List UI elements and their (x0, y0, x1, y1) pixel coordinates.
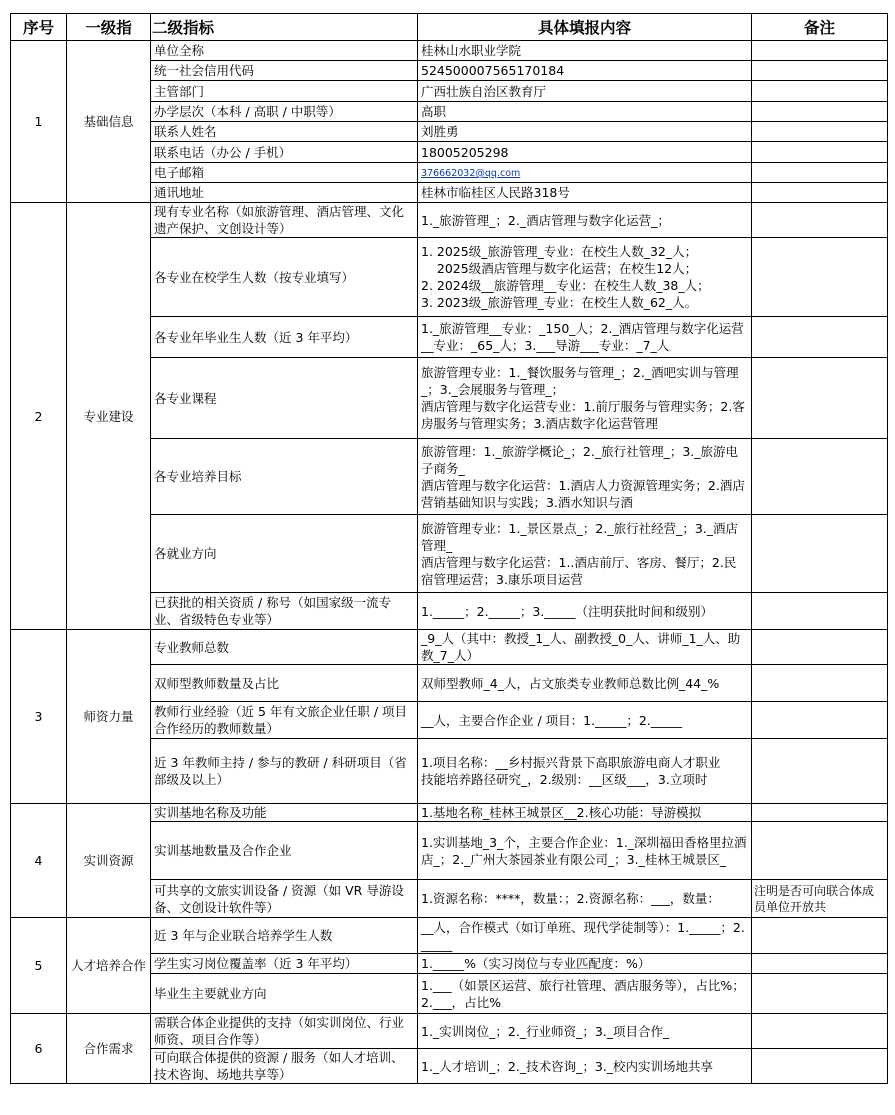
section-name: 合作需求 (67, 1014, 151, 1084)
content-cell: __人，合作模式（如订单班、现代学徒制等）：1._____；2._____ (418, 918, 752, 954)
content-cell: 1.___（如景区运营、旅行社管理、酒店服务等），占比%；2.___，占比% (418, 974, 752, 1014)
indicator-label: 已获批的相关资质 / 称号（如国家级一流专业、省级特色专业等） (151, 593, 418, 630)
indicator-label: 联系电话（办公 / 手机） (151, 142, 418, 163)
indicator-label: 办学层次（本科 / 高职 / 中职等） (151, 102, 418, 122)
indicator-label: 现有专业名称（如旅游管理、酒店管理、文化遗产保护、文创设计等） (151, 203, 418, 238)
indicator-label: 实训基地数量及合作企业 (151, 822, 418, 880)
content-cell: 1._____；2._____；3._____（注明获批时间和级别） (418, 593, 752, 630)
content-cell: 18005205298 (418, 142, 752, 163)
section-number: 6 (11, 1014, 67, 1084)
indicator-label: 学生实习岗位覆盖率（近 3 年平均） (151, 954, 418, 974)
content-cell: 1.资源名称：****，数量：；2.资源名称：___，数量： (418, 880, 752, 918)
note-cell: 注明是否可向联合体成员单位开放共 (752, 880, 888, 918)
note-cell (752, 822, 888, 880)
indicator-label: 主管部门 (151, 81, 418, 102)
indicator-label: 各专业年毕业生人数（近 3 年平均） (151, 317, 418, 358)
note-cell (752, 1014, 888, 1049)
indicator-label: 可共享的文旅实训设备 / 资源（如 VR 导游设备、文创设计软件等） (151, 880, 418, 918)
content-cell: __人，主要合作企业 / 项目：1._____；2._____ (418, 702, 752, 739)
header-index: 序号 (11, 14, 67, 41)
note-cell (752, 142, 888, 163)
note-cell (752, 238, 888, 317)
section-number: 2 (11, 203, 67, 630)
content-cell: 旅游管理：1._旅游学概论_；2._旅行社管理_；3._旅游电子商务_ 酒店管理与数字化运营：1.酒店人力资源管理实务；2.酒店营销基础知识与实践；3.酒水知识与酒 (418, 439, 752, 515)
note-cell (752, 630, 888, 665)
section-number: 1 (11, 41, 67, 203)
note-cell (752, 102, 888, 122)
indicator-label: 毕业生主要就业方向 (151, 974, 418, 1014)
table-row (11, 804, 888, 822)
content-cell: _9_人（其中：教授_1_人、副教授_0_人、讲师_1_人、助教_7_人） (418, 630, 752, 665)
section-name: 基础信息 (67, 41, 151, 203)
note-cell (752, 317, 888, 358)
content-cell: 旅游管理专业：1._景区景点_；2._旅行社经营_；3._酒店管理_ 酒店管理与数字化运营：1..酒店前厅、客房、餐厅；2.民宿管理运营；3.康乐项目运营 (418, 515, 752, 593)
content-cell: 1._旅游管理__专业：_150_人；2._酒店管理与数字化运营__专业：_65_人；3.___导游___专业：_7_人 (418, 317, 752, 358)
table-body (11, 41, 888, 1084)
indicator-label: 单位全称 (151, 41, 418, 61)
section-number: 3 (11, 630, 67, 804)
indicator-label: 需联合体企业提供的支持（如实训岗位、行业师资、项目合作等） (151, 1014, 418, 1049)
email-cell (418, 163, 752, 183)
note-cell (752, 974, 888, 1014)
section-number: 4 (11, 804, 67, 918)
content-cell: 1.实训基地_3_个，主要合作企业：1._深圳福田香格里拉酒店_；2._广州大茶园茶业有限公司_；3._桂林王城景区_ (418, 822, 752, 880)
section-name: 人才培养合作 (67, 918, 151, 1014)
content-cell: 1. 2025级_旅游管理_专业：在校生人数_32_人； 2025级酒店管理与数字化运营；在校生12人； 2. 2024级__旅游管理__专业：在校生人数_38_人； 3. 2023级_旅游管理_专业：在校生人数_62_人。 (418, 238, 752, 317)
content-cell: 桂林市临桂区人民路318号 (418, 183, 752, 203)
note-cell (752, 122, 888, 142)
section-name: 师资力量 (67, 630, 151, 804)
section-name: 实训资源 (67, 804, 151, 918)
note-cell (752, 918, 888, 954)
note-cell (752, 1049, 888, 1084)
table-row (11, 918, 888, 954)
note-cell (752, 183, 888, 203)
content-cell: 桂林山水职业学院 (418, 41, 752, 61)
note-cell (752, 41, 888, 61)
indicator-label: 各专业培养目标 (151, 439, 418, 515)
indicator-label: 教师行业经验（近 5 年有文旅企业任职 / 项目合作经历的教师数量） (151, 702, 418, 739)
content-cell: 1._人才培训_；2._技术咨询_；3._校内实训场地共享 (418, 1049, 752, 1084)
report-table (10, 13, 888, 1084)
email-link[interactable]: 376662032@qq.com (421, 168, 521, 179)
indicator-label: 近 3 年教师主持 / 参与的教研 / 科研项目（省部级及以上） (151, 739, 418, 804)
note-cell (752, 593, 888, 630)
indicator-label: 联系人姓名 (151, 122, 418, 142)
indicator-label: 各专业课程 (151, 358, 418, 439)
note-cell (752, 203, 888, 238)
section-number: 5 (11, 918, 67, 1014)
content-cell: 旅游管理专业：1._餐饮服务与管理_；2._酒吧实训与管理_；3._会展服务与管理_； 酒店管理与数字化运营专业：1.前厅服务与管理实务；2.客房服务与管理实务；3.酒店数字化运营管理 (418, 358, 752, 439)
content-cell: 高职 (418, 102, 752, 122)
content-cell: 广西壮族自治区教育厅 (418, 81, 752, 102)
indicator-label: 通讯地址 (151, 183, 418, 203)
note-cell (752, 61, 888, 81)
note-cell (752, 702, 888, 739)
header-level2: 二级指标 (151, 14, 418, 41)
header-level1: 一级指 (67, 14, 151, 41)
content-cell: 双师型教师_4_人，占文旅类专业教师总数比例_44_% (418, 665, 752, 702)
indicator-label: 近 3 年与企业联合培养学生人数 (151, 918, 418, 954)
note-cell (752, 439, 888, 515)
indicator-label: 专业教师总数 (151, 630, 418, 665)
note-cell (752, 665, 888, 702)
indicator-label: 双师型教师数量及占比 (151, 665, 418, 702)
note-cell (752, 739, 888, 804)
indicator-label: 统一社会信用代码 (151, 61, 418, 81)
header-content: 具体填报内容 (418, 14, 752, 41)
table-row (11, 630, 888, 665)
indicator-label: 电子邮箱 (151, 163, 418, 183)
indicator-label: 实训基地名称及功能 (151, 804, 418, 822)
content-cell: 1._实训岗位_；2._行业师资_；3._项目合作_ (418, 1014, 752, 1049)
note-cell (752, 515, 888, 593)
content-cell: 1._旅游管理_；2._酒店管理与数字化运营_； (418, 203, 752, 238)
content-cell: 524500007565170184 (418, 61, 752, 81)
note-cell (752, 954, 888, 974)
table-row (11, 41, 888, 61)
content-cell: 1._____%（实习岗位与专业匹配度：%） (418, 954, 752, 974)
indicator-label: 各专业在校学生人数（按专业填写） (151, 238, 418, 317)
table-row (11, 203, 888, 238)
section-name: 专业建设 (67, 203, 151, 630)
content-cell: 刘胜勇 (418, 122, 752, 142)
note-cell (752, 163, 888, 183)
indicator-label: 各就业方向 (151, 515, 418, 593)
content-cell: 1.项目名称：__乡村振兴背景下高职旅游电商人才职业 技能培养路径研究_，2.级别：__区级___，3.立项时 (418, 739, 752, 804)
note-cell (752, 804, 888, 822)
header-note: 备注 (752, 14, 888, 41)
table-row (11, 1014, 888, 1049)
header-row (11, 14, 888, 41)
note-cell (752, 81, 888, 102)
indicator-label: 可向联合体提供的资源 / 服务（如人才培训、技术咨询、场地共享等） (151, 1049, 418, 1084)
note-cell (752, 358, 888, 439)
content-cell: 1.基地名称_桂林王城景区__2.核心功能：导游模拟 (418, 804, 752, 822)
